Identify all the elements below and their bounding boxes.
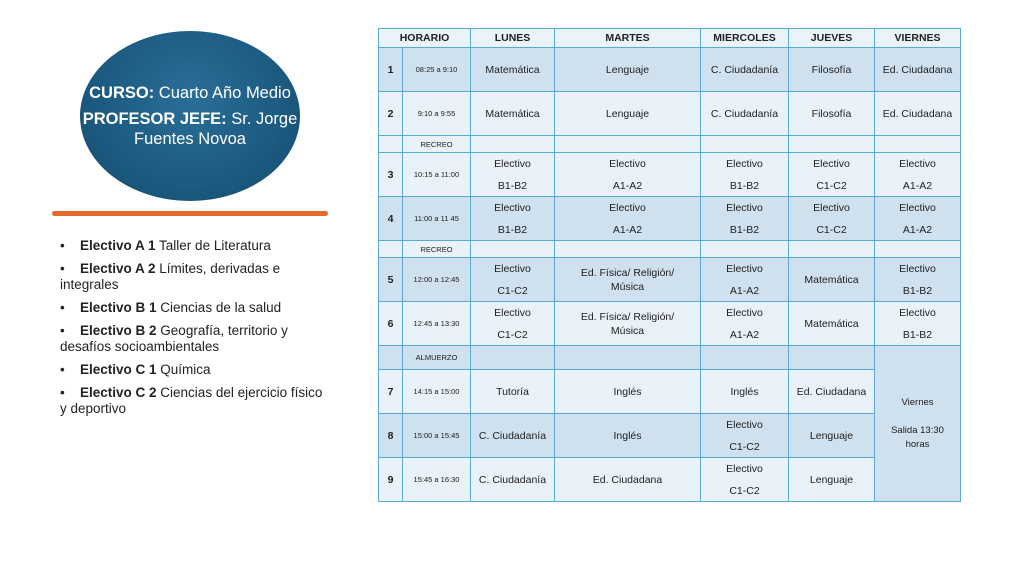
period-number: 5 xyxy=(379,258,403,302)
period-time: 11:00 a 11 45 xyxy=(403,197,471,241)
period-time: 9:10 a 9:55 xyxy=(403,92,471,136)
elective-item: • Electivo A 1 Taller de Literatura xyxy=(60,238,271,253)
table-row xyxy=(379,153,961,197)
cell-viernes: Electivo A1-A2 xyxy=(875,153,961,197)
header-miercoles: MIERCOLES xyxy=(701,29,789,48)
course-info-badge xyxy=(80,31,300,201)
lunch-row xyxy=(379,346,961,370)
cell-viernes: Electivo B1-B2 xyxy=(875,258,961,302)
friday-exit-note: Viernes Salida 13:30 horas xyxy=(875,346,961,502)
cell-martes: Ed. Ciudadana xyxy=(555,458,701,502)
period-time: 12:45 a 13:30 xyxy=(403,302,471,346)
header-viernes: VIERNES xyxy=(875,29,961,48)
break-row xyxy=(379,241,961,258)
cell-viernes: Electivo B1-B2 xyxy=(875,302,961,346)
cell-jueves: Electivo C1-C2 xyxy=(789,197,875,241)
cell-lunes: C. Ciudadanía xyxy=(471,458,555,502)
period-number: 7 xyxy=(379,370,403,414)
period-time: 08:25 a 9:10 xyxy=(403,48,471,92)
table-row xyxy=(379,414,961,458)
break-label: RECREO xyxy=(403,241,471,258)
elective-item: • Electivo C 2 Ciencias del ejercicio físico y deportivo xyxy=(60,385,323,416)
cell-martes: Inglés xyxy=(555,414,701,458)
cell-miercoles: Electivo B1-B2 xyxy=(701,153,789,197)
table-row xyxy=(379,48,961,92)
curso-value: Cuarto Año Medio xyxy=(158,84,291,102)
cell-jueves: Filosofía xyxy=(789,48,875,92)
period-number: 8 xyxy=(379,414,403,458)
cell-lunes: Matemática xyxy=(471,92,555,136)
cell-viernes: Ed. Ciudadana xyxy=(875,48,961,92)
cell-jueves: Lenguaje xyxy=(789,458,875,502)
profesor-label: PROFESOR JEFE: xyxy=(82,110,227,128)
cell-lunes: Matemática xyxy=(471,48,555,92)
table-row xyxy=(379,458,961,502)
electives-list xyxy=(60,238,332,424)
table-row xyxy=(379,370,961,414)
table-row xyxy=(379,258,961,302)
cell-lunes: Electivo C1-C2 xyxy=(471,258,555,302)
period-number: 1 xyxy=(379,48,403,92)
cell-miercoles: Electivo A1-A2 xyxy=(701,302,789,346)
cell-martes: Lenguaje xyxy=(555,48,701,92)
cell-jueves: Matemática xyxy=(789,258,875,302)
cell-viernes: Ed. Ciudadana xyxy=(875,92,961,136)
cell-viernes: Electivo A1-A2 xyxy=(875,197,961,241)
header-jueves: JUEVES xyxy=(789,29,875,48)
cell-miercoles: Electivo A1-A2 xyxy=(701,258,789,302)
header-horario: HORARIO xyxy=(379,29,471,48)
table-row xyxy=(379,197,961,241)
cell-martes: Lenguaje xyxy=(555,92,701,136)
period-time: 15:45 a 16:30 xyxy=(403,458,471,502)
header-lunes: LUNES xyxy=(471,29,555,48)
period-time: 14:15 a 15:00 xyxy=(403,370,471,414)
header-martes: MARTES xyxy=(555,29,701,48)
cell-martes: Electivo A1-A2 xyxy=(555,197,701,241)
elective-item: • Electivo C 1 Química xyxy=(60,362,211,377)
cell-lunes: C. Ciudadanía xyxy=(471,414,555,458)
period-number: 3 xyxy=(379,153,403,197)
period-number: 9 xyxy=(379,458,403,502)
table-row xyxy=(379,92,961,136)
period-time: 12:00 a 12:45 xyxy=(403,258,471,302)
cell-lunes: Electivo C1-C2 xyxy=(471,302,555,346)
cell-lunes: Electivo B1-B2 xyxy=(471,153,555,197)
schedule-table xyxy=(378,28,961,502)
elective-item: • Electivo B 1 Ciencias de la salud xyxy=(60,300,282,315)
cell-martes: Inglés xyxy=(555,370,701,414)
period-number: 4 xyxy=(379,197,403,241)
cell-miercoles: C. Ciudadanía xyxy=(701,92,789,136)
cell-martes: Ed. Física/ Religión/ Música xyxy=(555,258,701,302)
period-time: 15:00 a 15:45 xyxy=(403,414,471,458)
table-row xyxy=(379,302,961,346)
cell-jueves: Matemática xyxy=(789,302,875,346)
profesor-value: Sr. Jorge Fuentes Novoa xyxy=(134,110,298,148)
cell-miercoles: C. Ciudadanía xyxy=(701,48,789,92)
cell-miercoles: Electivo C1-C2 xyxy=(701,458,789,502)
elective-item: • Electivo A 2 Límites, derivadas e integrales xyxy=(60,261,281,292)
cell-jueves: Ed. Ciudadana xyxy=(789,370,875,414)
cell-jueves: Lenguaje xyxy=(789,414,875,458)
table-header-row xyxy=(379,29,961,48)
cell-miercoles: Electivo B1-B2 xyxy=(701,197,789,241)
cell-lunes: Electivo B1-B2 xyxy=(471,197,555,241)
cell-jueves: Electivo C1-C2 xyxy=(789,153,875,197)
cell-miercoles: Inglés xyxy=(701,370,789,414)
cell-miercoles: Electivo C1-C2 xyxy=(701,414,789,458)
curso-label: CURSO: xyxy=(89,84,155,102)
cell-lunes: Tutoría xyxy=(471,370,555,414)
period-number: 2 xyxy=(379,92,403,136)
break-label: RECREO xyxy=(403,136,471,153)
lunch-label: ALMUERZO xyxy=(403,346,471,370)
period-time: 10:15 a 11:00 xyxy=(403,153,471,197)
cell-jueves: Filosofía xyxy=(789,92,875,136)
period-number: 6 xyxy=(379,302,403,346)
orange-divider xyxy=(52,211,328,216)
elective-item: • Electivo B 2 Geografía, territorio y desafíos socioambientales xyxy=(60,323,288,354)
cell-martes: Electivo A1-A2 xyxy=(555,153,701,197)
break-row xyxy=(379,136,961,153)
cell-martes: Ed. Física/ Religión/ Música xyxy=(555,302,701,346)
